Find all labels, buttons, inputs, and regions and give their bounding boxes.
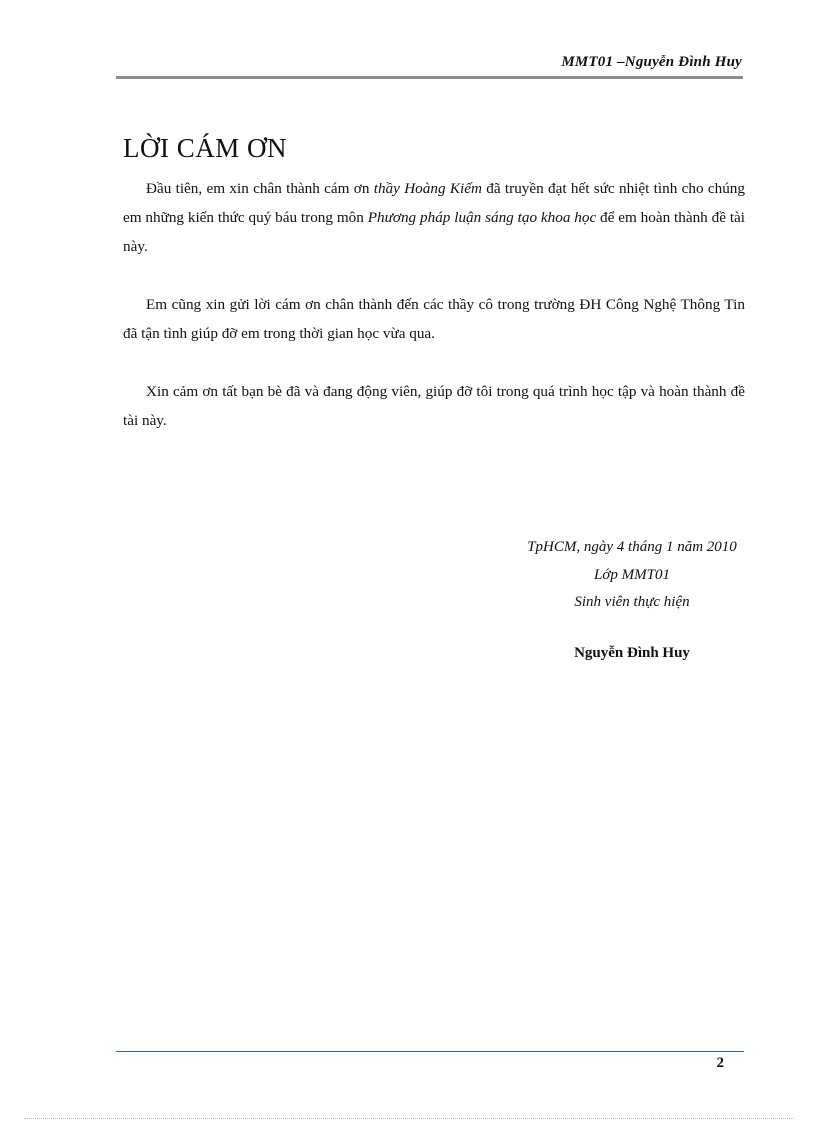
paragraph-spacer bbox=[123, 348, 745, 377]
footer-divider bbox=[116, 1051, 744, 1052]
paragraph-spacer bbox=[123, 261, 745, 290]
paragraph-1 bbox=[123, 174, 745, 261]
paragraph-3: Xin cảm ơn tất bạn bè đã và đang động viên, giúp đỡ tôi trong quá trình học tập và hoàn thành đề tài này. bbox=[123, 383, 745, 429]
paragraph-1-text-b: đã truyền đạt hết sức nhiệt tình cho chúng em những kiến thức quý báu trong môn bbox=[123, 180, 745, 226]
paragraph-1-text-c: để em hoàn thành đề tài này. bbox=[123, 209, 745, 255]
class-line: Lớp MMT01 bbox=[594, 566, 670, 583]
role-line: Sinh viên thực hiện bbox=[574, 594, 690, 610]
date-line: TpHCM, ngày 4 tháng 1 năm 2010 bbox=[527, 539, 737, 555]
author-name: Nguyễn Đình Huy bbox=[574, 644, 690, 661]
paragraph-1-text-a: Đầu tiên, em xin chân thành cám ơn bbox=[146, 180, 374, 197]
page-number: 2 bbox=[716, 1055, 724, 1071]
paragraph-2: Em cũng xin gửi lời cám ơn chân thành đến các thầy cô trong trường ĐH Công Nghệ Thông Tin đã tận tình giúp đỡ em trong thời gian học vừa qua. bbox=[123, 296, 745, 342]
header-divider bbox=[116, 76, 743, 79]
page-title: LỜI CÁM ƠN bbox=[123, 133, 287, 163]
signature-block bbox=[477, 534, 787, 667]
body-text bbox=[123, 174, 745, 435]
course-name: Phương pháp luận sáng tạo khoa học bbox=[367, 209, 597, 226]
running-header: MMT01 –Nguyễn Đình Huy bbox=[561, 54, 742, 70]
teacher-name: thầy Hoàng Kiếm bbox=[373, 180, 482, 197]
page-bottom-border bbox=[24, 1118, 794, 1119]
